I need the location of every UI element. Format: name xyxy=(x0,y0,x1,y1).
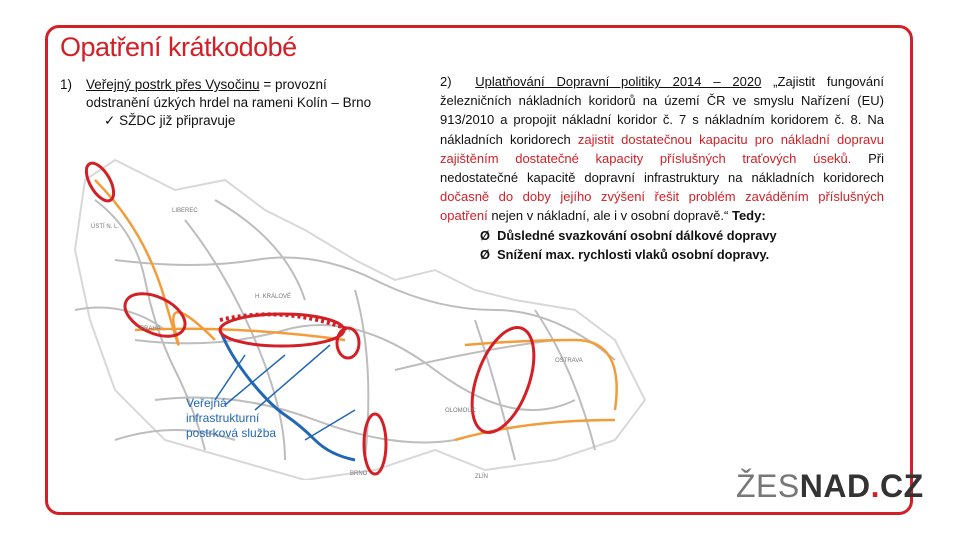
map-label: BRNO xyxy=(350,471,368,477)
logo-part2: NAD xyxy=(799,468,871,504)
caption-line: postrková služba xyxy=(186,426,277,440)
item-number: 1) xyxy=(60,77,73,92)
item-underlined: Veřejný postrk přes Vysočinu xyxy=(86,77,260,92)
item-line2: odstranění úzkých hrdel na rameni Kolín – Brno xyxy=(86,95,372,110)
map-label: PRAHA xyxy=(140,326,161,332)
railway-map xyxy=(55,140,655,480)
list-item-1 xyxy=(60,76,400,94)
check-item xyxy=(60,112,400,130)
country-outline xyxy=(75,160,645,480)
item-number: 2) xyxy=(440,74,452,89)
logo-dot: . xyxy=(870,468,880,504)
left-list xyxy=(60,76,400,130)
item-rest: = provozní xyxy=(259,77,327,92)
red-text-a: zajistit dostatečnou kapacitu pro nákladní dopravu zajištěním dostatečné kapacity příslušných traťových úseků. xyxy=(440,131,884,166)
caption-line: infrastrukturní xyxy=(186,411,260,425)
map-label: ZLÍN xyxy=(475,474,489,480)
logo-part3: CZ xyxy=(879,468,924,504)
zesnad-logo xyxy=(736,468,924,505)
bullet-1-text: Důsledné svazkování osobní dálkové dopravy xyxy=(497,227,777,243)
blue-caption xyxy=(186,396,276,441)
map-label: LIBEREC xyxy=(172,208,198,214)
check-text: SŽDC již připravuje xyxy=(119,113,236,128)
policy-title: Uplatňování Dopravní politiky 2014 – 2020 xyxy=(475,74,762,89)
logo-part1: ŽES xyxy=(736,468,800,504)
caption-line: Veřejná xyxy=(186,396,227,410)
arrow-bullet-icon: Ø xyxy=(480,227,490,243)
arrow-bullet-icon: Ø xyxy=(480,246,490,262)
main-corridor-lines xyxy=(95,180,617,440)
map-label: OSTRAVA xyxy=(555,358,583,364)
red-dotted-route xyxy=(220,314,350,330)
tedy-label: Tedy: xyxy=(731,208,766,224)
map-label: OLOMOUC xyxy=(445,408,477,414)
bullet-2-text: Snížení max. rychlosti vlaků osobní dopravy. xyxy=(497,246,770,262)
red-text-b: dočasně do doby jejího zvýšení řešit problém zaváděním příslušných opatření xyxy=(440,189,884,224)
text-b: Při nedostatečné kapacitě dopravní infrastruktury na nákladních koridorech xyxy=(440,150,884,186)
checkmark-icon: ✓ xyxy=(104,113,116,128)
map-label: H. KRÁLOVÉ xyxy=(255,294,292,300)
text-a: „Zajistit fungování železničních nákladních koridorů na území ČR ve smyslu Nařízení (EU) 913/2010 a propojit nákladní koridor č. 7 s nákladním koridorem č. 8. Na nákladních koridorech xyxy=(440,74,885,147)
text-c: nejen v nákladní, ale i v osobní dopravě.“ xyxy=(487,208,732,224)
slide-title: Opatření krátkodobé xyxy=(60,32,297,62)
map-label: ÚSTÍ N. L. xyxy=(91,224,120,230)
